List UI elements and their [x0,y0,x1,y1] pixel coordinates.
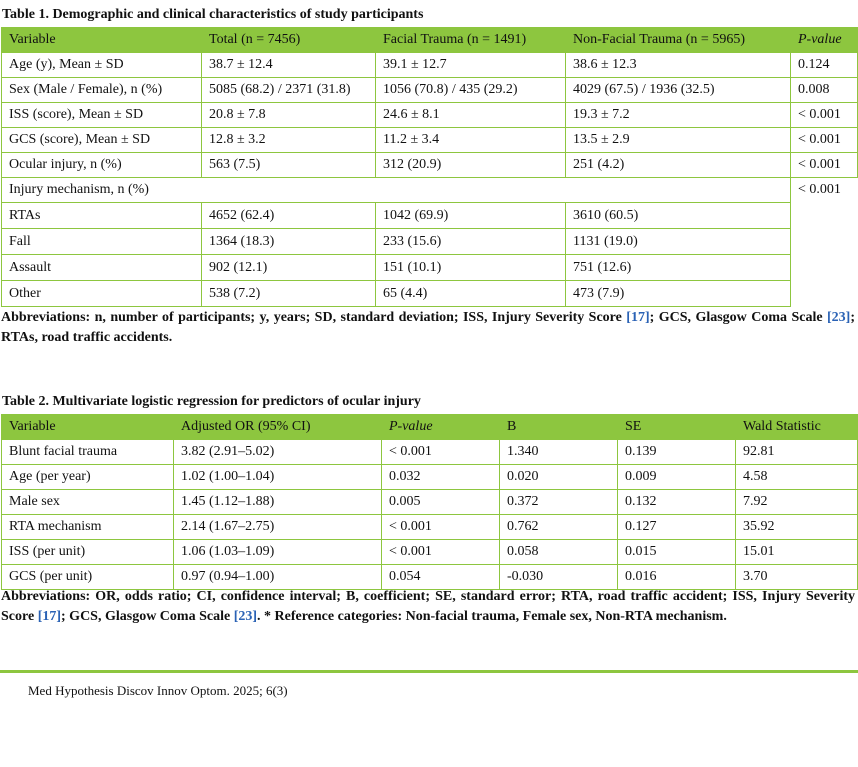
table1-cell: 11.2 ± 3.4 [376,128,566,153]
table2 [1,414,858,590]
table1-cell-pvalue: < 0.001 [791,153,858,178]
table1-caption: Table 1. Demographic and clinical characteristics of study participants [2,7,424,22]
table2-notes: Abbreviations: OR, odds ratio; CI, confidence interval; B, coefficient; SE, standard error; RTA, road traffic accident; ISS, Injury Severity Score [17]; GCS, Glasgow Coma Scale [23]. * Reference categories: Non-facial trauma, Female sex, Non-RTA mechanism. [1,589,855,624]
table1-cell: 473 (7.9) [566,281,791,307]
table1-cell: 4652 (62.4) [202,203,376,229]
table1-header-cell: P-value [791,28,858,53]
table1-cell: 5085 (68.2) / 2371 (31.8) [202,78,376,103]
table1-cell: 24.6 ± 8.1 [376,103,566,128]
empty-cell [791,203,858,229]
table2-cell-variable: GCS (per unit) [2,565,174,590]
table1-cell: 3610 (60.5) [566,203,791,229]
table-row [2,78,858,103]
table2-cell: 0.139 [618,440,736,465]
table1-cell: 38.6 ± 12.3 [566,53,791,78]
mechanism-pvalue: < 0.001 [791,178,858,203]
mechanism-cell-variable: Fall [2,229,202,255]
mechanism-cell-variable: RTAs [2,203,202,229]
table1-cell: 65 (4.4) [376,281,566,307]
table1-cell-variable: GCS (score), Mean ± SD [2,128,202,153]
table-row [2,465,858,490]
table2-cell: 0.127 [618,515,736,540]
table1-cell: 563 (7.5) [202,153,376,178]
table1-cell: 4029 (67.5) / 1936 (32.5) [566,78,791,103]
mechanism-cell-variable: Assault [2,255,202,281]
table2-cell: 0.009 [618,465,736,490]
mechanism-cell-variable: Other [2,281,202,307]
table1-cell-pvalue: < 0.001 [791,103,858,128]
table1-header-cell: Total (n = 7456) [202,28,376,53]
table2-cell-pvalue: < 0.001 [382,440,500,465]
table1-header-cell: Facial Trauma (n = 1491) [376,28,566,53]
table1-cell: 13.5 ± 2.9 [566,128,791,153]
table2-cell: 92.81 [736,440,858,465]
empty-cell [791,281,858,307]
empty-cell [791,255,858,281]
table2-cell: 4.58 [736,465,858,490]
table2-cell: 0.132 [618,490,736,515]
table1-cell-variable: Sex (Male / Female), n (%) [2,78,202,103]
table2-cell: 3.70 [736,565,858,590]
table2-cell: 15.01 [736,540,858,565]
table2-cell: 0.762 [500,515,618,540]
table2-header-cell: P-value [382,415,500,440]
table2-cell: 0.372 [500,490,618,515]
table2-cell: 1.340 [500,440,618,465]
table1-cell: 1056 (70.8) / 435 (29.2) [376,78,566,103]
table2-header-cell: Variable [2,415,174,440]
table1-cell: 39.1 ± 12.7 [376,53,566,78]
table-row [2,515,858,540]
reference-link[interactable]: [17] [626,310,650,325]
table1-header-cell: Non-Facial Trauma (n = 5965) [566,28,791,53]
journal-footer: Med Hypothesis Discov Innov Optom. 2025; 6(3) [28,683,288,698]
table-row [2,128,858,153]
table-row [2,153,858,178]
mechanism-label: Injury mechanism, n (%) [2,178,791,203]
table-row [2,490,858,515]
table2-cell: 2.14 (1.67–2.75) [174,515,382,540]
table2-cell: 1.02 (1.00–1.04) [174,465,382,490]
reference-link[interactable]: [17] [37,609,62,624]
table1-cell-pvalue: < 0.001 [791,128,858,153]
table1-cell: 251 (4.2) [566,153,791,178]
table2-header-cell: Wald Statistic [736,415,858,440]
table1-cell: 1042 (69.9) [376,203,566,229]
table2-cell: 0.058 [500,540,618,565]
reference-link[interactable]: [23] [826,310,851,325]
table-row [2,178,858,203]
table-row [2,53,858,78]
table1-cell: 151 (10.1) [376,255,566,281]
table2-header-cell: SE [618,415,736,440]
footer-divider [0,670,858,673]
table-row [2,203,858,229]
table1-cell: 19.3 ± 7.2 [566,103,791,128]
table2-cell: 1.06 (1.03–1.09) [174,540,382,565]
table-row [2,540,858,565]
table2-cell-pvalue: < 0.001 [382,515,500,540]
table1-notes: Abbreviations: n, number of participants; y, years; SD, standard deviation; ISS, Injury Severity Score [17]; GCS, Glasgow Coma Scale [23]; RTAs, road traffic accidents. [1,310,855,345]
table-row [2,281,858,307]
table2-header-cell: Adjusted OR (95% CI) [174,415,382,440]
table1-cell-pvalue: 0.008 [791,78,858,103]
table2-cell-variable: Age (per year) [2,465,174,490]
table2-header-row [2,415,858,440]
table2-cell-variable: Male sex [2,490,174,515]
table-row [2,255,858,281]
table2-cell: 0.015 [618,540,736,565]
table2-caption: Table 2. Multivariate logistic regression for predictors of ocular injury [2,394,421,409]
table1-header-row [2,28,858,53]
table2-cell: 7.92 [736,490,858,515]
table1-cell-pvalue: 0.124 [791,53,858,78]
table1-cell: 902 (12.1) [202,255,376,281]
table2-cell: 0.016 [618,565,736,590]
table2-cell: 35.92 [736,515,858,540]
table1-cell-variable: Ocular injury, n (%) [2,153,202,178]
table2-header-cell: B [500,415,618,440]
table2-cell-variable: Blunt facial trauma [2,440,174,465]
table2-cell-variable: RTA mechanism [2,515,174,540]
table1-cell-variable: Age (y), Mean ± SD [2,53,202,78]
table2-cell-pvalue: 0.005 [382,490,500,515]
table2-cell: -0.030 [500,565,618,590]
empty-cell [791,229,858,255]
table-row [2,565,858,590]
table1-cell: 538 (7.2) [202,281,376,307]
table1-cell: 233 (15.6) [376,229,566,255]
table-row [2,440,858,465]
table2-cell-pvalue: < 0.001 [382,540,500,565]
table2-cell: 1.45 (1.12–1.88) [174,490,382,515]
table1-header-cell: Variable [2,28,202,53]
table1-cell: 20.8 ± 7.8 [202,103,376,128]
reference-link[interactable]: [23] [233,609,258,624]
table1-cell: 38.7 ± 12.4 [202,53,376,78]
table1-cell: 1131 (19.0) [566,229,791,255]
table1-cell: 312 (20.9) [376,153,566,178]
table2-cell-pvalue: 0.054 [382,565,500,590]
table2-cell: 0.020 [500,465,618,490]
table1-cell: 751 (12.6) [566,255,791,281]
table1 [1,27,858,307]
table2-cell-pvalue: 0.032 [382,465,500,490]
table1-cell: 12.8 ± 3.2 [202,128,376,153]
table1-cell: 1364 (18.3) [202,229,376,255]
table2-cell: 0.97 (0.94–1.00) [174,565,382,590]
table1-cell-variable: ISS (score), Mean ± SD [2,103,202,128]
table2-cell: 3.82 (2.91–5.02) [174,440,382,465]
table-row [2,103,858,128]
table2-cell-variable: ISS (per unit) [2,540,174,565]
table-row [2,229,858,255]
